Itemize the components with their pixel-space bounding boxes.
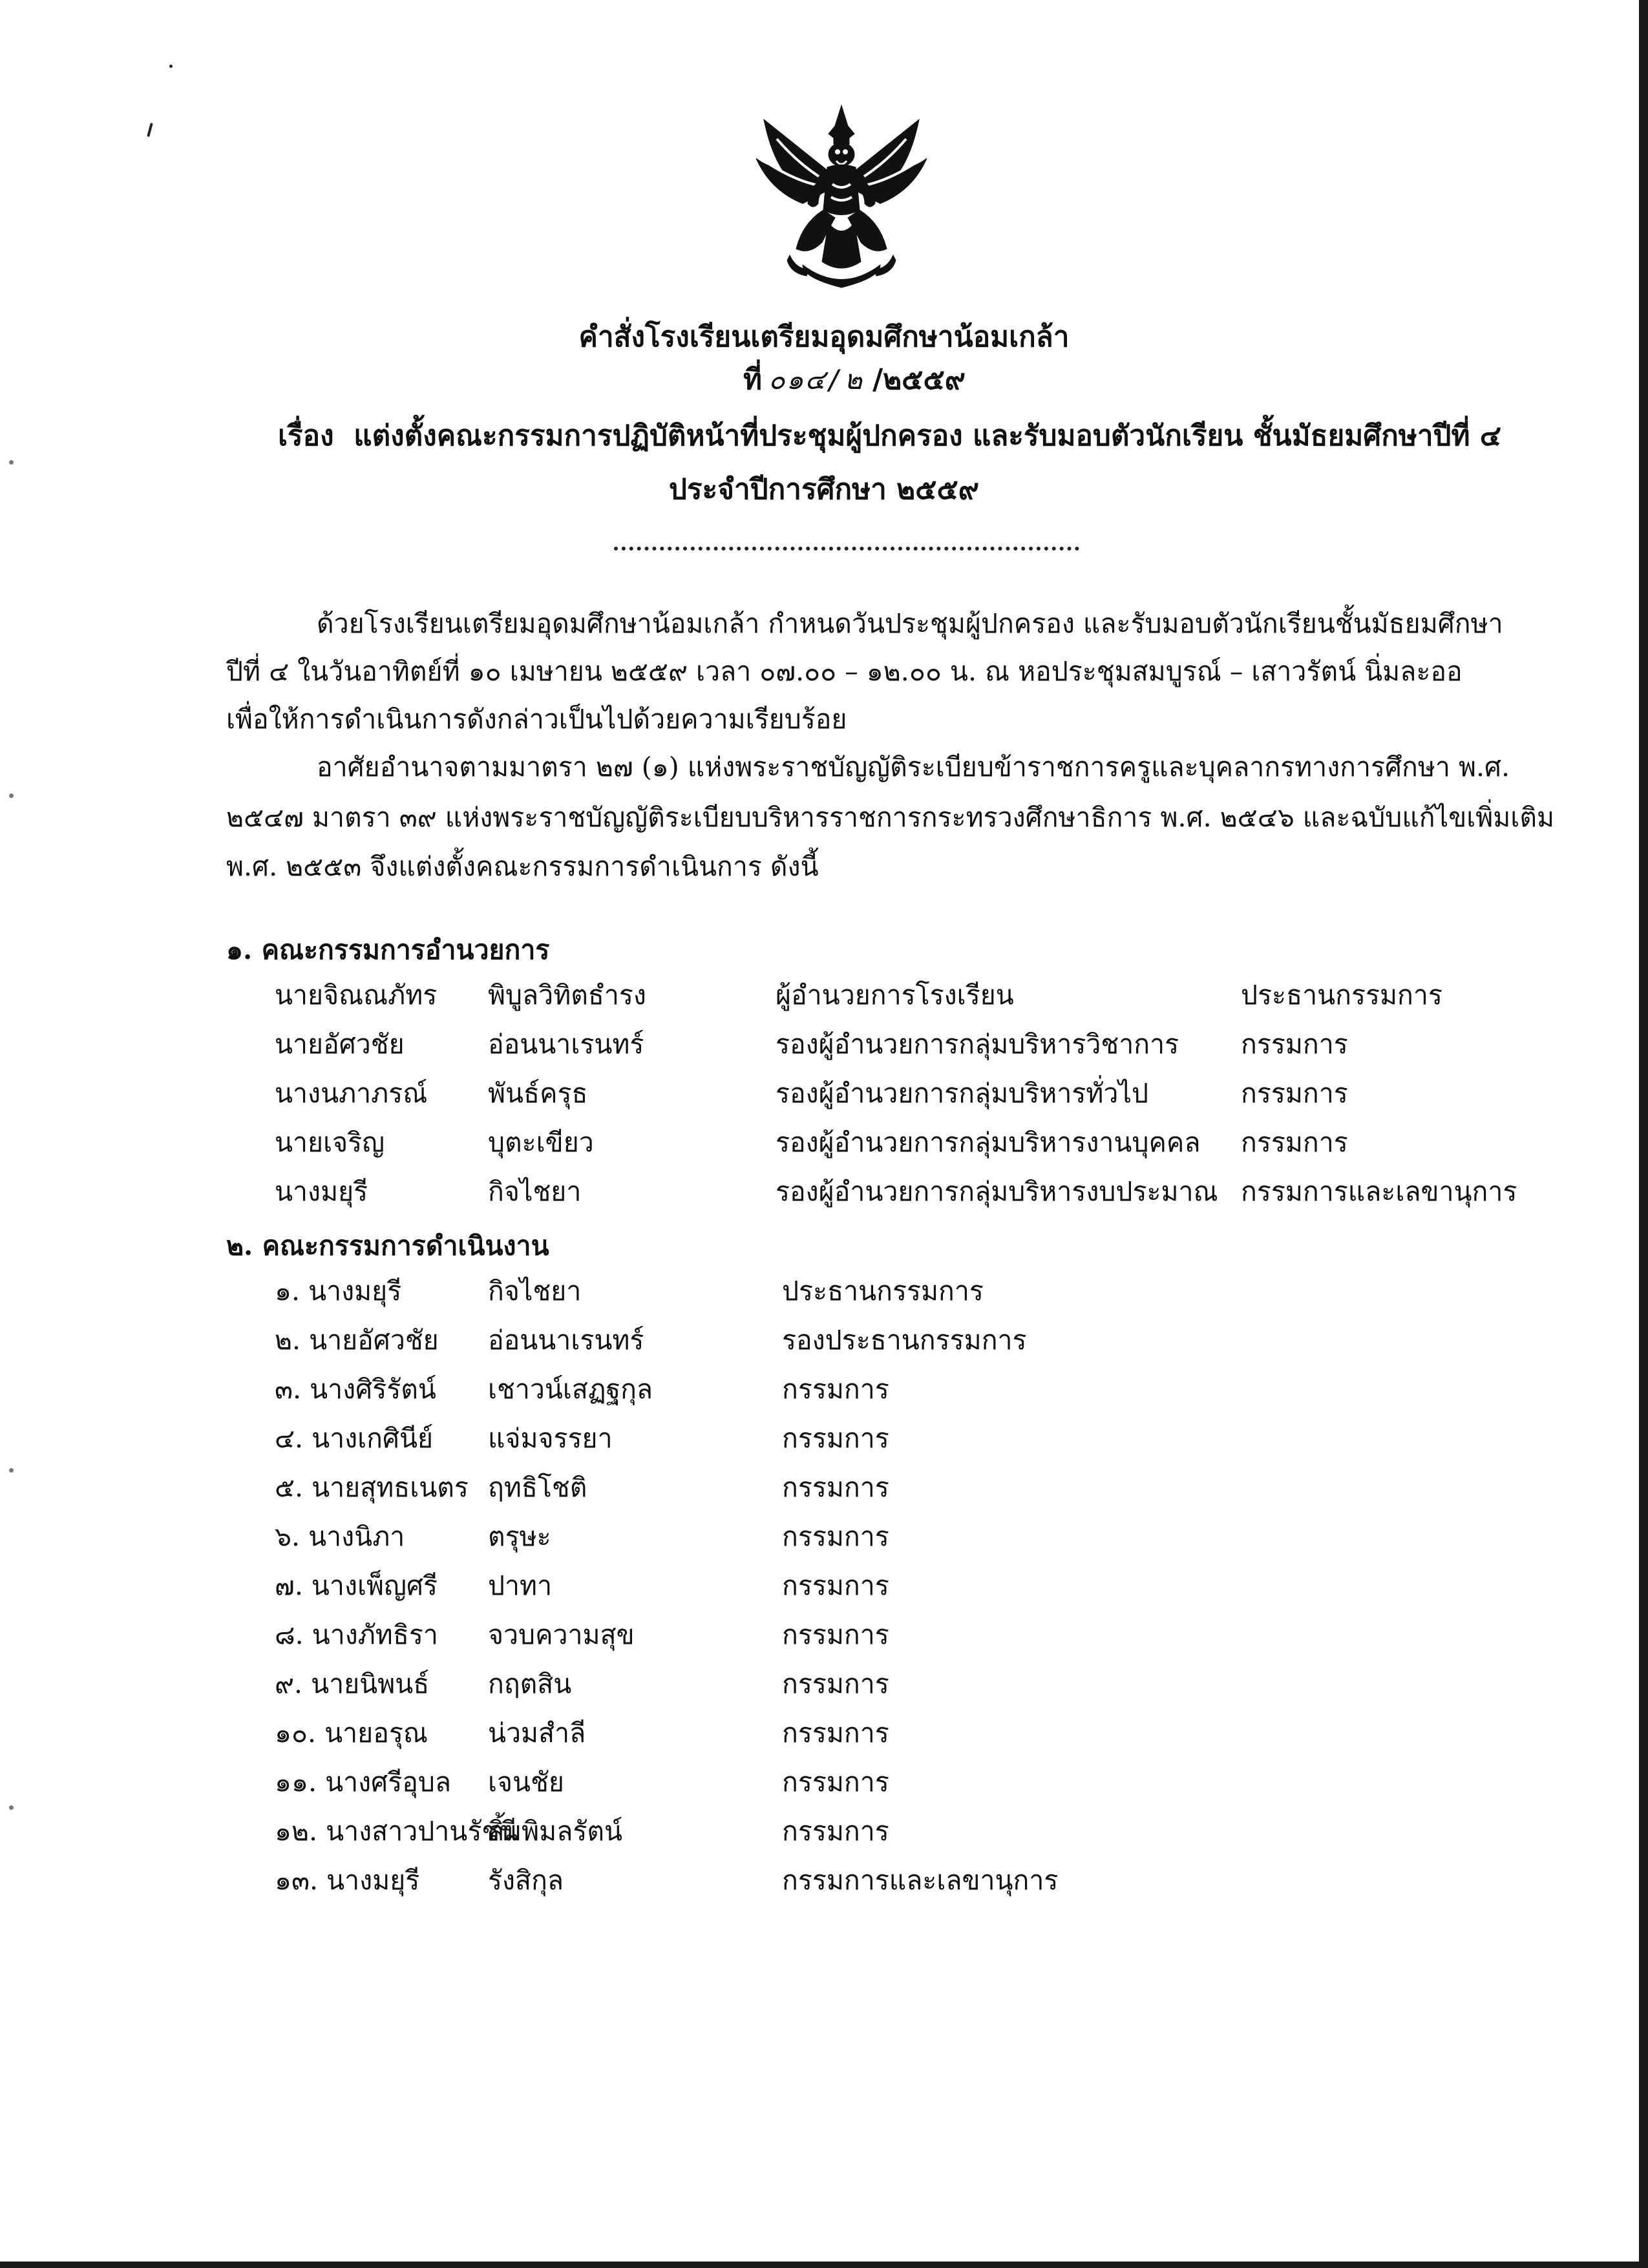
member-first-name: ๘. นางภัทธิรา xyxy=(275,1619,438,1650)
scan-speck xyxy=(147,123,153,137)
member-role: รองประธานกรรมการ xyxy=(782,1325,1027,1356)
member-last-name: กิจไชยา xyxy=(488,1176,582,1207)
paragraph-1-line-1: ด้วยโรงเรียนเตรียมอุดมศึกษาน้อมเกล้า กำหนดวันประชุมผู้ปกครอง และรับมอบตัวนักเรียนชั้นมัธยมศึกษา xyxy=(317,608,1503,639)
subject-line xyxy=(278,417,1502,456)
subject-text: แต่งตั้งคณะกรรมการปฏิบัติหน้าที่ประชุมผู้ปกครอง และรับมอบตัวนักเรียน ชั้นมัธยมศึกษาปีที่ ๔ xyxy=(354,419,1502,452)
member-first-name: ๑. นางมยุรี xyxy=(275,1276,402,1307)
member-role: กรรมการ xyxy=(782,1570,889,1601)
member-role: กรรมการ xyxy=(1241,1029,1348,1060)
member-first-name: ๑๑. นางศรีอุบล xyxy=(275,1767,452,1798)
subject-line-2: ประจำปีการศึกษา ๒๕๕๙ xyxy=(668,473,980,506)
member-role: กรรมการ xyxy=(782,1423,889,1454)
table-row xyxy=(0,1563,1648,1608)
order-handwritten-number: ๐๑๔/๒ xyxy=(768,364,864,395)
member-position: รองผู้อำนวยการกลุ่มบริหารวิชาการ xyxy=(776,1029,1179,1060)
member-last-name: จวบความสุข xyxy=(488,1619,635,1650)
garuda-emblem-icon xyxy=(751,100,932,294)
order-prefix: ที่ xyxy=(743,363,763,396)
order-number xyxy=(743,357,966,402)
member-last-name: อ่อนนาเรนทร์ xyxy=(488,1029,644,1060)
member-first-name: ๑๓. นางมยุรี xyxy=(275,1865,420,1896)
member-role: กรรมการ xyxy=(1241,1127,1348,1158)
table-row xyxy=(0,1514,1648,1559)
document-title: คำสั่งโรงเรียนเตรียมอุดมศึกษาน้อมเกล้า xyxy=(578,320,1070,353)
member-last-name: ตรุษะ xyxy=(488,1521,551,1552)
member-role: กรรมการ xyxy=(782,1619,889,1650)
member-first-name: ๕. นายสุทธเนตร xyxy=(275,1472,469,1503)
member-role: ประธานกรรมการ xyxy=(782,1276,984,1307)
member-last-name: น่วมสำลี xyxy=(488,1717,586,1748)
table-row xyxy=(0,1612,1648,1657)
member-first-name: ๙. นายนิพนธ์ xyxy=(275,1668,430,1699)
member-last-name: อ่อนนาเรนทร์ xyxy=(488,1325,644,1356)
member-role: กรรมการ xyxy=(1241,1078,1348,1109)
member-role: กรรมการ xyxy=(782,1717,889,1748)
member-first-name: นายจิณณภัทร xyxy=(275,980,438,1011)
scan-speck xyxy=(169,65,173,68)
member-first-name: ๑๐. นายอรุณ xyxy=(275,1717,428,1748)
table-row xyxy=(0,1809,1648,1854)
member-last-name: พันธ์ครุธ xyxy=(488,1078,588,1109)
member-last-name: ฤทธิโชติ xyxy=(488,1472,587,1503)
table-row xyxy=(0,1367,1648,1412)
member-role: กรรมการ xyxy=(782,1816,889,1847)
member-last-name: แจ่มจรรยา xyxy=(488,1423,613,1454)
table-row xyxy=(0,1858,1648,1903)
table-row xyxy=(0,1071,1648,1116)
scan-speck xyxy=(9,793,14,798)
member-last-name: กิจไชยา xyxy=(488,1276,582,1307)
member-position: ผู้อำนวยการโรงเรียน xyxy=(776,980,1014,1011)
scan-edge xyxy=(0,2262,1648,2268)
paragraph-2-line-2: ๒๕๔๗ มาตรา ๓๙ แห่งพระราชบัญญัติระเบียบบริหารราชการกระทรวงศึกษาธิการ พ.ศ. ๒๕๔๖ และฉบับแก้ไขเพิ่มเติม xyxy=(226,802,1554,833)
dotted-divider xyxy=(614,547,1079,551)
member-first-name: นางมยุรี xyxy=(275,1176,368,1207)
member-last-name: กฤตสิน xyxy=(488,1668,572,1699)
paragraph-2-line-1: อาศัยอำนาจตามมาตรา ๒๗ (๑) แห่งพระราชบัญญัติระเบียบข้าราชการครูและบุคลากรทางการศึกษา พ.ศ. xyxy=(317,751,1510,782)
table-row xyxy=(0,1710,1648,1756)
member-first-name: ๒. นายอัศวชัย xyxy=(275,1325,439,1356)
member-first-name: นายอัศวชัย xyxy=(275,1029,405,1060)
table-row xyxy=(0,1465,1648,1510)
member-last-name: รังสิกุล xyxy=(488,1865,564,1896)
member-first-name: นางนภาภรณ์ xyxy=(275,1078,428,1109)
paragraph-2-line-3: พ.ศ. ๒๕๕๓ จึงแต่งตั้งคณะกรรมการดำเนินการ ดังนี้ xyxy=(226,851,819,882)
paragraph-1-line-3: เพื่อให้การดำเนินการดังกล่าวเป็นไปด้วยความเรียบร้อย xyxy=(226,704,847,735)
subject-label: เรื่อง xyxy=(278,419,334,452)
member-last-name: ลิ้มพิมลรัตน์ xyxy=(488,1816,623,1847)
table-row xyxy=(0,1022,1648,1067)
order-year: /๒๕๕๙ xyxy=(872,363,966,396)
member-last-name: พิบูลวิทิตธำรง xyxy=(488,980,646,1011)
member-role: กรรมการ xyxy=(782,1521,889,1552)
table-row xyxy=(0,972,1648,1018)
member-role: กรรมการและเลขานุการ xyxy=(782,1865,1059,1896)
member-role: กรรมการ xyxy=(782,1472,889,1503)
table-row xyxy=(0,1759,1648,1805)
table-row xyxy=(0,1169,1648,1214)
member-role: กรรมการ xyxy=(782,1374,889,1405)
member-role: กรรมการ xyxy=(782,1668,889,1699)
member-last-name: เชาวน์เสฏฐกุล xyxy=(488,1374,653,1405)
scan-speck xyxy=(9,460,14,465)
member-position: รองผู้อำนวยการกลุ่มบริหารงบประมาณ xyxy=(776,1176,1218,1207)
member-position: รองผู้อำนวยการกลุ่มบริหารทั่วไป xyxy=(776,1078,1149,1109)
member-first-name: นายเจริญ xyxy=(275,1127,385,1158)
member-last-name: บุตะเขียว xyxy=(488,1127,594,1158)
table-row xyxy=(0,1318,1648,1363)
member-first-name: ๗. นางเพ็ญศรี xyxy=(275,1570,438,1601)
member-position: รองผู้อำนวยการกลุ่มบริหารงานบุคคล xyxy=(776,1127,1201,1158)
paragraph-1-line-2: ปีที่ ๔ ในวันอาทิตย์ที่ ๑๐ เมษายน ๒๕๕๙ เวลา ๐๗.๐๐ – ๑๒.๐๐ น. ณ หอประชุมสมบูรณ์ – เสาวรัตน์ นิ่มละออ xyxy=(226,656,1463,687)
member-role: ประธานกรรมการ xyxy=(1241,980,1442,1011)
table-row xyxy=(0,1268,1648,1314)
member-role: กรรมการและเลขานุการ xyxy=(1241,1176,1517,1207)
section-2-heading: ๒. คณะกรรมการดำเนินงาน xyxy=(226,1230,549,1261)
member-role: กรรมการ xyxy=(782,1767,889,1798)
table-row xyxy=(0,1120,1648,1165)
member-first-name: ๑๒. นางสาวปานรัชนี xyxy=(275,1816,518,1847)
section-1-heading: ๑. คณะกรรมการอำนวยการ xyxy=(226,934,550,965)
member-last-name: เจนชัย xyxy=(488,1767,564,1798)
table-row xyxy=(0,1416,1648,1461)
member-first-name: ๔. นางเกศินีย์ xyxy=(275,1423,434,1454)
table-row xyxy=(0,1661,1648,1706)
member-last-name: ปาทา xyxy=(488,1570,553,1601)
member-first-name: ๓. นางศิริรัตน์ xyxy=(275,1374,436,1405)
member-first-name: ๖. นางนิภา xyxy=(275,1521,405,1552)
